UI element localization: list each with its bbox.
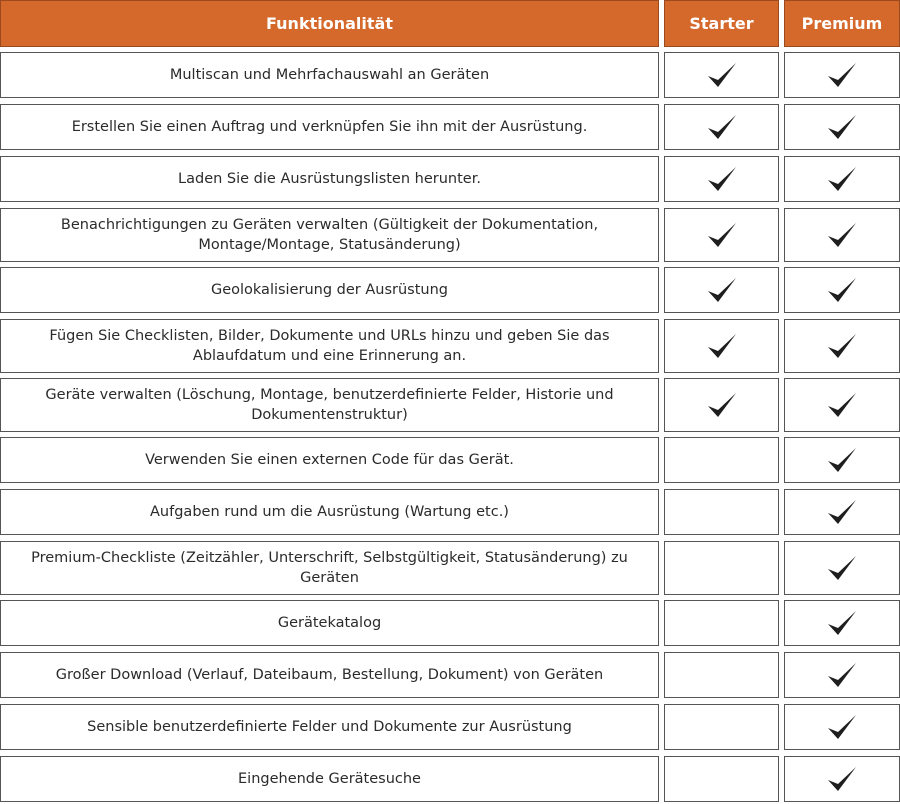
- table-row-feature: Benachrichtigungen zu Geräten verwalten (Gültigkeit der Dokumentation, Montage/Montage, Statusänderung): [0, 208, 659, 262]
- checkmark-icon: [826, 60, 858, 90]
- checkmark-icon: [826, 764, 858, 794]
- table-row-starter-cell: [664, 319, 779, 373]
- checkmark-icon: [706, 112, 738, 142]
- table-row-premium-cell: [784, 437, 900, 483]
- table-row-premium-cell: [784, 600, 900, 646]
- checkmark-icon: [706, 331, 738, 361]
- table-row-premium-cell: [784, 208, 900, 262]
- table-row-feature: Premium-Checkliste (Zeitzähler, Unterschrift, Selbstgültigkeit, Statusänderung) zu Geräten: [0, 541, 659, 595]
- checkmark-icon: [826, 331, 858, 361]
- table-row-feature: Verwenden Sie einen externen Code für das Gerät.: [0, 437, 659, 483]
- checkmark-icon: [706, 220, 738, 250]
- checkmark-icon: [826, 275, 858, 305]
- table-row-feature: Geolokalisierung der Ausrüstung: [0, 267, 659, 313]
- checkmark-icon: [706, 164, 738, 194]
- table-row-premium-cell: [784, 704, 900, 750]
- table-row-feature: Sensible benutzerdefinierte Felder und Dokumente zur Ausrüstung: [0, 704, 659, 750]
- table-row-feature: Erstellen Sie einen Auftrag und verknüpfen Sie ihn mit der Ausrüstung.: [0, 104, 659, 150]
- checkmark-icon: [826, 660, 858, 690]
- table-row-premium-cell: [784, 52, 900, 98]
- table-row-premium-cell: [784, 489, 900, 535]
- table-row-premium-cell: [784, 541, 900, 595]
- table-row-premium-cell: [784, 104, 900, 150]
- checkmark-icon: [826, 712, 858, 742]
- table-row-premium-cell: [784, 378, 900, 432]
- table-row-starter-cell: [664, 267, 779, 313]
- checkmark-icon: [826, 220, 858, 250]
- table-row-premium-cell: [784, 156, 900, 202]
- checkmark-icon: [826, 112, 858, 142]
- table-row-starter-cell: [664, 437, 779, 483]
- table-row-feature: Großer Download (Verlauf, Dateibaum, Bestellung, Dokument) von Geräten: [0, 652, 659, 698]
- checkmark-icon: [826, 608, 858, 638]
- checkmark-icon: [826, 164, 858, 194]
- checkmark-icon: [706, 390, 738, 420]
- table-row-premium-cell: [784, 319, 900, 373]
- header-feature: Funktionalität: [0, 0, 659, 47]
- table-row-starter-cell: [664, 704, 779, 750]
- checkmark-icon: [826, 390, 858, 420]
- checkmark-icon: [826, 497, 858, 527]
- checkmark-icon: [706, 275, 738, 305]
- table-row-starter-cell: [664, 756, 779, 802]
- table-row-starter-cell: [664, 541, 779, 595]
- checkmark-icon: [706, 60, 738, 90]
- header-premium: Premium: [784, 0, 900, 47]
- table-row-premium-cell: [784, 267, 900, 313]
- table-row-premium-cell: [784, 756, 900, 802]
- table-row-starter-cell: [664, 378, 779, 432]
- table-row-feature: Multiscan und Mehrfachauswahl an Geräten: [0, 52, 659, 98]
- table-row-feature: Gerätekatalog: [0, 600, 659, 646]
- table-row-starter-cell: [664, 600, 779, 646]
- checkmark-icon: [826, 553, 858, 583]
- table-row-starter-cell: [664, 208, 779, 262]
- table-row-feature: Geräte verwalten (Löschung, Montage, benutzerdefinierte Felder, Historie und Dokumentenstruktur): [0, 378, 659, 432]
- table-row-feature: Laden Sie die Ausrüstungslisten herunter.: [0, 156, 659, 202]
- table-row-feature: Aufgaben rund um die Ausrüstung (Wartung etc.): [0, 489, 659, 535]
- table-row-starter-cell: [664, 52, 779, 98]
- table-row-feature: Fügen Sie Checklisten, Bilder, Dokumente und URLs hinzu und geben Sie das Ablaufdatum und eine Erinnerung an.: [0, 319, 659, 373]
- header-starter: Starter: [664, 0, 779, 47]
- table-row-feature: Eingehende Gerätesuche: [0, 756, 659, 802]
- table-row-starter-cell: [664, 652, 779, 698]
- table-row-starter-cell: [664, 104, 779, 150]
- table-row-starter-cell: [664, 156, 779, 202]
- table-row-premium-cell: [784, 652, 900, 698]
- checkmark-icon: [826, 445, 858, 475]
- table-row-starter-cell: [664, 489, 779, 535]
